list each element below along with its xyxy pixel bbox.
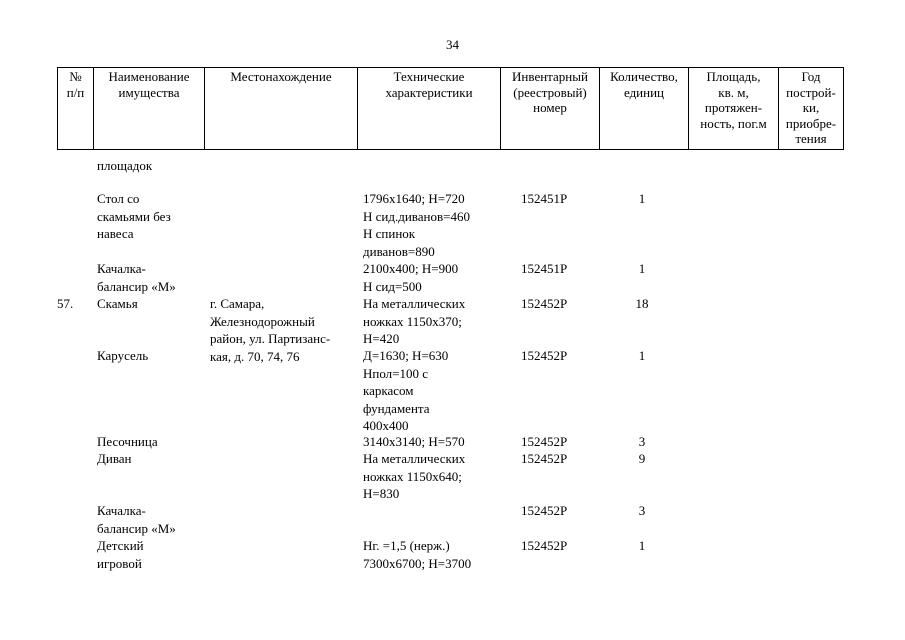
item-name-line: балансир «М» — [97, 278, 176, 294]
item-tech-line: Hг. =1,5 (нерж.) — [363, 538, 450, 553]
item-inventory: 152451P — [521, 191, 568, 206]
header-tech-line: характеристики — [385, 84, 473, 100]
header-tech-line: Технические — [393, 69, 465, 84]
item-tech-line: диванов=890 — [363, 243, 435, 259]
item-tech-line: фундамента — [363, 400, 430, 416]
item-tech-line: ножках 1150x370; — [363, 313, 462, 329]
header-year-line: ки, — [802, 100, 820, 115]
item-quantity: 3 — [638, 434, 646, 449]
item-quantity: 1 — [638, 191, 646, 206]
page-number: 34 — [446, 37, 459, 52]
item-tech — [363, 537, 495, 572]
header-name-line: Наименование — [108, 69, 190, 84]
header-location-line: Местонахождение — [230, 69, 332, 84]
header-year-line: Год — [801, 69, 821, 84]
item-inventory: 152451P — [521, 261, 568, 276]
header-inventory-line: (реестровый) — [513, 84, 587, 100]
item-name-line: Качалка- — [97, 261, 146, 276]
header-quantity-line: единиц — [623, 84, 665, 100]
item-name-line: Стол со — [97, 191, 140, 206]
item-tech-line: Д=1630; H=630 — [363, 348, 449, 363]
header-year-line: построй- — [786, 84, 836, 100]
item-tech — [363, 347, 495, 435]
item-tech-line: 3140x3140; H=570 — [363, 434, 465, 449]
item-quantity: 1 — [638, 348, 646, 363]
header-inventory-line: Инвентарный — [512, 69, 588, 84]
header-year-line: приобре- — [785, 115, 837, 131]
entry-number: 57. — [57, 296, 74, 311]
header-name-line: имущества — [118, 84, 180, 100]
header-num-line: п/п — [66, 84, 85, 100]
item-quantity: 18 — [635, 296, 649, 311]
item-quantity: 9 — [638, 451, 646, 466]
item-name-line: Карусель — [97, 348, 149, 363]
header-year-line: тения — [795, 131, 827, 146]
header-area-line: протяжен- — [704, 100, 763, 115]
item-tech-line: 1796x1640; H=720 — [363, 191, 465, 206]
item-quantity: 1 — [638, 261, 646, 276]
item-name — [97, 260, 205, 295]
item-name — [97, 502, 205, 537]
item-tech-line: ножках 1150x640; — [363, 468, 462, 484]
location-line: кая, д. 70, 74, 76 — [210, 348, 300, 364]
item-tech-line: H=420 — [363, 331, 400, 346]
header-area-line: кв. м, — [718, 84, 749, 100]
location-line: г. Самара, — [210, 296, 265, 311]
item-tech-line: H=830 — [363, 486, 400, 501]
item-name-line: балансир «М» — [97, 520, 176, 536]
item-quantity: 3 — [638, 503, 646, 518]
item-tech — [363, 295, 495, 348]
item-tech-line: 2100x400; H=900 — [363, 261, 459, 276]
item-tech — [363, 433, 495, 451]
item-inventory: 152452P — [521, 434, 568, 449]
item-tech-line: На металлических — [363, 451, 466, 466]
item-name — [97, 450, 205, 468]
item-tech-line: Hпол=100 с — [363, 365, 429, 381]
continuation-text: площадок — [97, 158, 153, 173]
item-quantity: 1 — [638, 538, 646, 553]
header-inventory-line: номер — [533, 100, 567, 115]
item-inventory: 152452P — [521, 348, 568, 363]
item-name-line: игровой — [97, 555, 142, 571]
item-name — [97, 433, 205, 451]
item-tech-line: H спинок — [363, 226, 416, 241]
header-quantity-line: Количество, — [610, 69, 678, 84]
item-name-line: навеса — [97, 226, 134, 241]
item-tech-line: 7300x6700; H=3700 — [363, 555, 472, 571]
header-num-line: № — [69, 69, 82, 84]
item-inventory: 152452P — [521, 451, 568, 466]
item-name-line: Диван — [97, 451, 132, 466]
item-name-line: Песочница — [97, 434, 158, 449]
header-area-line: ность, пог.м — [700, 115, 767, 131]
header-area-line: Площадь, — [706, 69, 761, 84]
item-name-line: Скамья — [97, 296, 138, 311]
location-line: Железнодорожный — [210, 313, 315, 329]
item-name — [97, 190, 205, 243]
item-tech — [363, 450, 495, 503]
item-tech — [363, 260, 495, 295]
item-name-line: скамьями без — [97, 208, 171, 224]
item-tech-line: H сид.диванов=460 — [363, 208, 470, 224]
item-inventory: 152452P — [521, 538, 568, 553]
item-inventory: 152452P — [521, 296, 568, 311]
item-name — [97, 537, 205, 572]
location-cell — [210, 295, 355, 365]
item-tech — [363, 190, 495, 260]
item-tech-line: H сид=500 — [363, 278, 422, 294]
item-inventory: 152452P — [521, 503, 568, 518]
item-name-line: Качалка- — [97, 503, 146, 518]
location-line: район, ул. Партизанс- — [210, 331, 331, 346]
item-tech-line: 400x400 — [363, 418, 409, 433]
item-name — [97, 295, 205, 313]
item-tech-line: На металлических — [363, 296, 466, 311]
item-tech-line: каркасом — [363, 383, 414, 398]
item-name — [97, 347, 205, 365]
item-name-line: Детский — [97, 538, 144, 553]
